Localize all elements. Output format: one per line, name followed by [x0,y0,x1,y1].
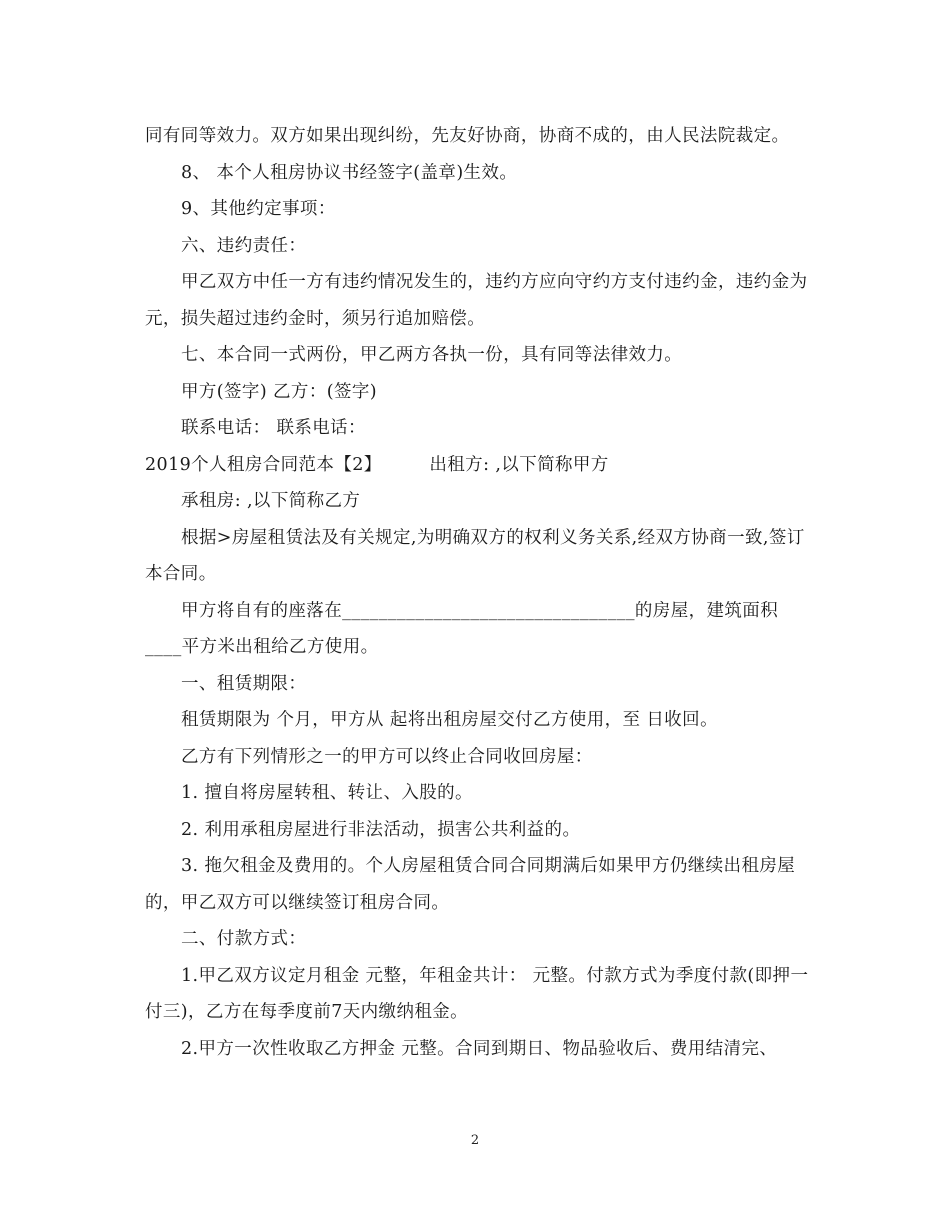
paragraph: 同有同等效力。双方如果出现纠纷，先友好协商，协商不成的，由人民法院裁定。 [145,126,790,146]
paragraph: 根据>房屋租赁法及有关规定,为明确双方的权利义务关系,经双方协商一致,签订本合同。 [145,527,805,584]
document-body [145,118,810,1067]
paragraph: 七、本合同一式两份，甲乙两方各执一份，具有同等法律效力。 [181,345,683,365]
paragraph: 乙方有下列情形之一的甲方可以终止合同收回房屋： [181,746,593,767]
paragraph: 甲方将自有的座落在________________________________的房屋，建筑面积____平方米出租给乙方使用。 [145,600,779,657]
contract-title-line: 2019个人租房合同范本【2】 出租方: ,以下简称甲方 [145,454,609,475]
list-item: 1. 擅自将房屋转租、转让、入股的。 [181,783,473,803]
list-item: 2. 利用承租房屋进行非法活动，损害公共利益的。 [181,819,581,840]
list-item: 3. 拖欠租金及费用的。个人房屋租赁合同合同期满后如果甲方仍继续出租房屋的，甲乙双方可以继续签订租房合同。 [145,856,796,913]
section-heading: 二、付款方式： [181,929,307,949]
paragraph: 甲乙双方中任一方有违约情况发生的，违约方应向守约方支付违约金，违约金为元，损失超过违约金时，须另行追加赔偿。 [145,272,808,329]
list-item: 2.甲方一次性收取乙方押金 元整。合同到期日、物品验收后、费用结清完、 [181,1038,778,1059]
list-item: 1.甲乙双方议定月租金 元整，年租金共计： 元整。付款方式为季度付款(即押一付三)，乙方在每季度前7天内缴纳租金。 [145,965,809,1022]
page-number: 2 [470,1133,480,1148]
section-heading: 六、违约责任： [181,235,307,256]
signature-line: 甲方(签字) 乙方：(签字) [181,381,377,402]
paragraph: 9、其他约定事项： [181,199,336,219]
section-heading: 一、租赁期限： [181,673,307,694]
contact-line: 联系电话： 联系电话： [181,418,366,438]
paragraph: 8、 本个人租房协议书经签字(盖章)生效。 [181,162,518,183]
paragraph: 租赁期限为 个月，甲方从 起将出租房屋交付乙方使用，至 日收回。 [181,710,718,730]
paragraph: 承租房: ,以下简称乙方 [181,491,361,511]
